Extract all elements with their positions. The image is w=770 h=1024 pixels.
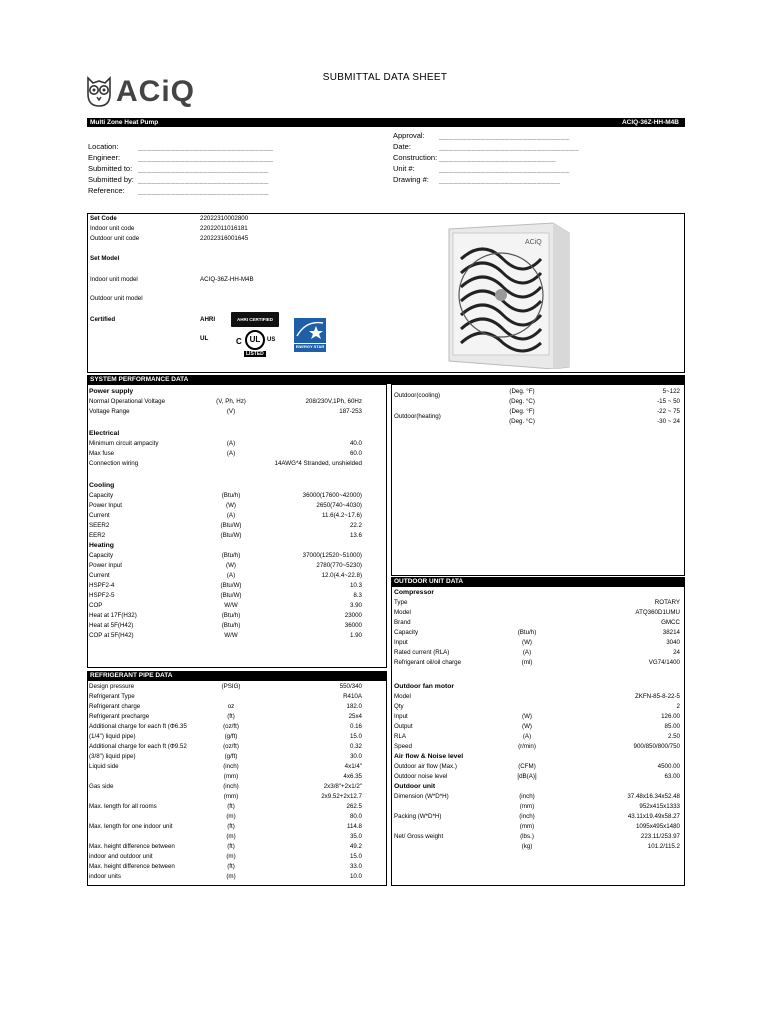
refrigerant-value: 4x1/4" <box>344 763 362 770</box>
project-field-line: ____________________________ <box>439 131 570 140</box>
ul-label: UL <box>200 335 209 342</box>
spec-value: 43.11x19.49x58.27 <box>627 813 680 820</box>
refrigerant-value: 15.0 <box>349 733 362 740</box>
refrigerant-unit: oz <box>227 703 235 710</box>
refrigerant-value: 182.0 <box>346 703 362 710</box>
refrigerant-value: 30.0 <box>349 753 362 760</box>
spec-label: RLA <box>394 733 407 740</box>
project-field-line: _____________________________ <box>138 153 274 162</box>
outdoor-unit-image <box>443 219 573 369</box>
spec-label: HSPF2-5 <box>89 592 115 599</box>
project-field-label: Unit #: <box>393 164 415 173</box>
spec-unit: (W) <box>522 723 532 730</box>
spec-unit: (A) <box>226 572 236 579</box>
spec-unit: (W) <box>226 502 236 509</box>
spec-label: Current <box>89 512 110 519</box>
energy-star-text: ENERGY STAR <box>295 344 325 349</box>
spec-unit: (Btu/W) <box>220 532 242 539</box>
spec-value: 208/230V,1Ph, 60Hz <box>305 398 362 405</box>
spec-label: Qty <box>394 703 404 710</box>
spec-label: Power Input <box>89 562 123 569</box>
refrigerant-value: 4x6.35 <box>343 773 362 780</box>
spec-unit: (W) <box>226 562 236 569</box>
temp-unit: (Deg. °F) <box>509 408 535 415</box>
refrigerant-value: 49.2 <box>349 843 362 850</box>
spec-label: COP at 5F(H42) <box>89 632 134 639</box>
refrigerant-value: 15.0 <box>349 853 362 860</box>
refrigerant-label: Max. height difference between <box>89 863 175 870</box>
ul-c-mark: C <box>236 337 242 346</box>
refrigerant-label: Additional charge for each ft (Φ6.35 <box>89 723 187 730</box>
ul-mark: UL <box>249 335 261 344</box>
indoor-code-value: 22022011016181 <box>200 225 248 232</box>
spec-label: Rated current (RLA) <box>394 649 450 656</box>
spec-value: ROTARY <box>654 599 680 606</box>
project-field-line: __________________________ <box>439 175 561 184</box>
project-field-label: Location: <box>88 142 119 151</box>
refrigerant-bar: REFRIGERANT PIPE DATA <box>87 671 387 680</box>
spec-unit: (mm) <box>519 803 535 810</box>
spec-value: 1095x495x1480 <box>635 823 680 830</box>
header-bar <box>87 118 685 127</box>
refrigerant-label: (3/8") liquid pipe) <box>89 753 136 760</box>
project-field-label: Submitted by: <box>88 175 134 184</box>
refrigerant-label: Liquid side <box>89 763 119 770</box>
spec-unit: (r/min) <box>518 743 536 750</box>
spec-unit <box>502 608 552 618</box>
project-field-label: Submitted to: <box>88 164 133 173</box>
refrigerant-label: Max. height difference between <box>89 843 175 850</box>
spec-unit: (A) <box>522 733 532 740</box>
project-field-line: _____________________________ <box>138 142 274 151</box>
ul-us-mark: US <box>267 337 276 343</box>
ahri-label: AHRI <box>200 316 216 323</box>
cooling-heading: Cooling <box>89 482 115 489</box>
spec-label: Connection wiring <box>89 460 139 467</box>
refrigerant-value: 25x4 <box>348 713 362 720</box>
fan-motor-heading: Outdoor fan motor <box>394 683 455 690</box>
project-field-line: _________________________ <box>439 153 556 162</box>
refrigerant-unit: (mm) <box>223 793 239 800</box>
refrigerant-label: indoor and outdoor unit <box>89 853 153 860</box>
ul-listed-badge-icon <box>236 328 280 360</box>
spec-value: 2.50 <box>667 733 680 740</box>
set-code-value: 22022310002800 <box>200 215 249 222</box>
spec-value: 223.11/253.97 <box>640 833 680 840</box>
spec-unit: (W) <box>522 639 532 646</box>
spec-unit: (kg) <box>521 843 533 850</box>
refrigerant-label: Design pressure <box>89 683 135 690</box>
temp-value: 5~122 <box>662 388 680 395</box>
refrigerant-label: indoor units <box>89 873 121 880</box>
spec-unit: (CFM) <box>518 763 536 770</box>
outdoor-cooling-label: Outdoor(cooling) <box>394 392 441 399</box>
spec-value: 952x415x1333 <box>639 803 680 810</box>
spec-unit: (A) <box>522 649 532 656</box>
refrigerant-unit: (g/ft) <box>224 733 238 740</box>
refrigerant-value: 33.0 <box>349 863 362 870</box>
spec-label: Model <box>394 609 411 616</box>
refrigerant-label: Additional charge for each ft (Φ9.52 <box>89 743 187 750</box>
refrigerant-value: 0.32 <box>349 743 362 750</box>
refrigerant-label: Gas side <box>89 783 114 790</box>
spec-value: 8.3 <box>353 592 362 599</box>
spec-unit: (Btu/h) <box>517 629 537 636</box>
refrigerant-box <box>87 680 387 886</box>
spec-label: Power Input <box>89 502 123 509</box>
spec-label: SEER2 <box>89 522 110 529</box>
spec-label: HSPF2-4 <box>89 582 115 589</box>
spec-label: Input <box>394 713 408 720</box>
power-supply-heading: Power supply <box>89 388 134 395</box>
spec-value: 3040 <box>666 639 680 646</box>
spec-label: Brand <box>394 619 411 626</box>
spec-label: Outdoor air flow (Max.) <box>394 763 457 770</box>
energy-star-icon <box>294 318 326 352</box>
spec-value: 60.0 <box>349 450 362 457</box>
spec-value: 2 <box>676 703 680 710</box>
refrigerant-value: 80.0 <box>349 813 362 820</box>
indoor-code-label: Indoor unit code <box>90 225 135 232</box>
spec-value: 36000(17600~42000) <box>302 492 362 499</box>
refrigerant-value: R410A <box>343 693 362 700</box>
spec-value: 2650(740~4030) <box>316 502 362 509</box>
project-field-line: ____________________________ <box>138 186 269 195</box>
project-field-line: ____________________________ <box>138 164 269 173</box>
refrigerant-unit: (m) <box>226 813 236 820</box>
spec-label: Model <box>394 693 411 700</box>
spec-value: 11.6(4.2~17.6) <box>322 512 362 519</box>
spec-label: Minimum circuit ampacity <box>89 440 159 447</box>
spec-unit: (Btu/h) <box>221 492 241 499</box>
spec-label: Capacity <box>89 492 114 499</box>
spec-unit: (V, Ph, Hz) <box>216 398 246 405</box>
spec-unit: (V) <box>226 408 236 415</box>
system-performance-bar: SYSTEM PERFORMANCE DATA <box>87 375 685 384</box>
refrigerant-unit: (ft) <box>227 843 235 850</box>
product-type: Multi Zone Heat Pump <box>90 119 159 126</box>
spec-label: Output <box>394 723 413 730</box>
spec-value: 2780(770~5230) <box>316 562 362 569</box>
spec-unit: (Btu/h) <box>221 622 241 629</box>
refrigerant-unit: (m) <box>226 873 236 880</box>
spec-value: 4500.00 <box>657 763 680 770</box>
outdoor-unit-bar: OUTDOOR UNIT DATA <box>391 577 685 586</box>
system-performance-left <box>87 384 387 668</box>
spec-unit: (lbs.) <box>520 833 534 840</box>
spec-label: Packing (W*D*H) <box>394 813 442 820</box>
spec-label: Heat at 5F(H42) <box>89 622 134 629</box>
spec-label: Voltage Range <box>89 408 130 415</box>
spec-unit: W/W <box>224 632 238 639</box>
outdoor-unit-box <box>391 586 685 886</box>
indoor-model-label: Indoor unit model <box>90 276 138 283</box>
spec-value: 40.0 <box>349 440 362 447</box>
spec-value: ZKFN-85-8-22-5 <box>634 693 680 700</box>
refrigerant-unit: (inch) <box>223 763 239 770</box>
spec-label: Capacity <box>394 629 419 636</box>
compressor-heading: Compressor <box>394 589 435 596</box>
spec-value: 37.48x16.34x52.48 <box>627 793 680 800</box>
unit-brand-label: ACiQ <box>525 239 542 246</box>
spec-value: 36000 <box>344 622 362 629</box>
spec-unit: (Btu/h) <box>221 552 241 559</box>
spec-value: 14AWG*4 Stranded, unshielded <box>274 460 362 467</box>
set-model-label: Set Model <box>90 255 120 262</box>
spec-unit: (Btu/W) <box>220 522 242 529</box>
spec-label: Max fuse <box>89 450 115 457</box>
temp-unit: (Deg. °F) <box>509 388 535 395</box>
refrigerant-unit <box>206 692 256 702</box>
codes-box <box>87 213 685 373</box>
refrigerant-value: 35.0 <box>349 833 362 840</box>
spec-value: 38214 <box>662 629 680 636</box>
spec-value: 24 <box>673 649 680 656</box>
refrigerant-value: 0.16 <box>349 723 362 730</box>
spec-unit: (Btu/W) <box>220 582 242 589</box>
spec-unit: (ml) <box>521 659 533 666</box>
spec-value: 22.2 <box>349 522 362 529</box>
spec-value: 187-253 <box>339 408 362 415</box>
spec-unit: (A) <box>226 450 236 457</box>
spec-label: Type <box>394 599 408 606</box>
spec-unit: (Btu/h) <box>221 612 241 619</box>
brand-wordmark: ACiQ <box>116 75 195 108</box>
spec-value: 3.90 <box>349 602 362 609</box>
spec-value: VG74/1400 <box>648 659 680 666</box>
spec-value: 37000(12520~51000) <box>302 552 362 559</box>
refrigerant-unit: (ft) <box>227 863 235 870</box>
spec-label: Net/ Gross weight <box>394 833 444 840</box>
spec-label: Heat at 17F(H32) <box>89 612 137 619</box>
spec-unit: [dB(A)] <box>517 773 537 780</box>
refrigerant-unit: (ft) <box>227 823 235 830</box>
spec-value: 63.00 <box>664 773 680 780</box>
temp-value: -22 ~ 75 <box>657 408 680 415</box>
refrigerant-unit: (oz/ft) <box>223 743 239 750</box>
refrigerant-unit: (m) <box>226 833 236 840</box>
outdoor-code-value: 22022316001645 <box>200 235 249 242</box>
spec-unit: (mm) <box>519 823 535 830</box>
temp-value: -15 ~ 50 <box>657 398 680 405</box>
refrigerant-value: 2x3/8"+2x1/2" <box>323 783 362 790</box>
refrigerant-unit: (PSIG) <box>221 683 241 690</box>
refrigerant-unit: (oz/ft) <box>223 723 239 730</box>
outdoor-unit-heading: Outdoor unit <box>394 783 436 790</box>
ahri-badge-icon <box>231 312 279 327</box>
project-field-label: Date: <box>393 142 411 151</box>
set-code-label: Set Code <box>90 215 117 222</box>
spec-value: 101.2/115.2 <box>647 843 680 850</box>
spec-value: 10.3 <box>349 582 362 589</box>
spec-label: EER2 <box>89 532 106 539</box>
outdoor-temp-box <box>391 384 685 576</box>
spec-unit: (Btu/W) <box>220 592 242 599</box>
spec-value: 126.00 <box>661 713 680 720</box>
project-field-label: Reference: <box>88 186 125 195</box>
ul-listed-text: LISTED <box>246 351 264 357</box>
model-number: ACIQ-36Z-HH-M4B <box>621 119 679 126</box>
spec-value: 23000 <box>344 612 362 619</box>
refrigerant-unit: (ft) <box>227 713 235 720</box>
spec-unit: (inch) <box>519 813 535 820</box>
owl-logo-icon <box>84 74 114 108</box>
spec-unit <box>502 618 552 628</box>
spec-value: ATQ360D1UMU <box>635 609 680 616</box>
outdoor-code-label: Outdoor unit code <box>90 235 140 242</box>
refrigerant-label: Refrigerant charge <box>89 703 141 710</box>
refrigerant-label: Refrigerant Type <box>89 693 135 700</box>
indoor-model-value: ACIQ-36Z-HH-M4B <box>200 276 254 283</box>
brand-logo <box>84 74 214 110</box>
electrical-heading: Electrical <box>89 430 120 437</box>
refrigerant-label: Max. length for one indoor unit <box>89 823 173 830</box>
spec-unit: (inch) <box>519 793 535 800</box>
spec-unit: (W) <box>522 713 532 720</box>
spec-value: 900/850/800/750 <box>633 743 680 750</box>
spec-label: COP <box>89 602 103 609</box>
project-field-label: Drawing #: <box>393 175 429 184</box>
spec-label: Dimension (W*D*H) <box>394 793 449 800</box>
project-field-line: ____________________________ <box>439 164 570 173</box>
spec-label: Capacity <box>89 552 114 559</box>
temp-unit: (Deg. °C) <box>509 398 535 405</box>
spec-label: Outdoor noise level <box>394 773 448 780</box>
spec-value: 1.90 <box>349 632 362 639</box>
spec-unit: W/W <box>224 602 238 609</box>
spec-label: Speed <box>394 743 412 750</box>
refrigerant-value: 114.8 <box>346 823 362 830</box>
spec-label: Current <box>89 572 110 579</box>
refrigerant-unit: (inch) <box>223 783 239 790</box>
refrigerant-label: (1/4") liquid pipe) <box>89 733 136 740</box>
page-title: SUBMITTAL DATA SHEET <box>322 72 448 83</box>
refrigerant-unit: (g/ft) <box>224 753 238 760</box>
spec-label: Normal Operational Voltage <box>89 398 166 405</box>
outdoor-model-label: Outdoor unit model <box>90 295 143 302</box>
project-field-line: ______________________________ <box>439 142 580 151</box>
refrigerant-unit: (ft) <box>227 803 235 810</box>
refrigerant-value: 550/340 <box>339 683 362 690</box>
condenser-unit-icon <box>443 219 573 369</box>
project-field-label: Engineer: <box>88 153 121 162</box>
spec-unit <box>502 692 552 702</box>
refrigerant-value: 2x9.52+2x12.7 <box>321 793 362 800</box>
certified-label: Certified <box>90 316 116 323</box>
spec-label: Refrigerant oil/oil charge <box>394 659 462 666</box>
spec-unit <box>502 702 552 712</box>
spec-value: 13.6 <box>349 532 362 539</box>
outdoor-heating-label: Outdoor(heating) <box>394 413 441 420</box>
project-field-label: Construction: <box>393 153 438 162</box>
spec-value: 12.0(4.4~22.8) <box>321 572 362 579</box>
spec-unit: (A) <box>226 512 236 519</box>
refrigerant-label: Refrigerant precharge <box>89 713 150 720</box>
temp-value: -30 ~ 24 <box>657 418 680 425</box>
project-field-line: ____________________________ <box>138 175 269 184</box>
refrigerant-label: Max. length for all rooms <box>89 803 157 810</box>
refrigerant-value: 10.0 <box>349 873 362 880</box>
airflow-heading: Air flow & Noise level <box>394 753 464 760</box>
refrigerant-unit: (m) <box>226 853 236 860</box>
spec-unit: (A) <box>226 440 236 447</box>
ahri-badge-text: AHRI CERTIFIED <box>237 317 273 322</box>
heating-heading: Heating <box>89 542 114 549</box>
spec-unit <box>502 598 552 608</box>
refrigerant-unit: (mm) <box>223 773 239 780</box>
project-field-label: Approval: <box>393 131 425 140</box>
temp-unit: (Deg. °C) <box>509 418 535 425</box>
spec-label: Input <box>394 639 408 646</box>
spec-value: GMCC <box>661 619 680 626</box>
spec-value: 85.00 <box>664 723 680 730</box>
refrigerant-value: 262.5 <box>346 803 362 810</box>
